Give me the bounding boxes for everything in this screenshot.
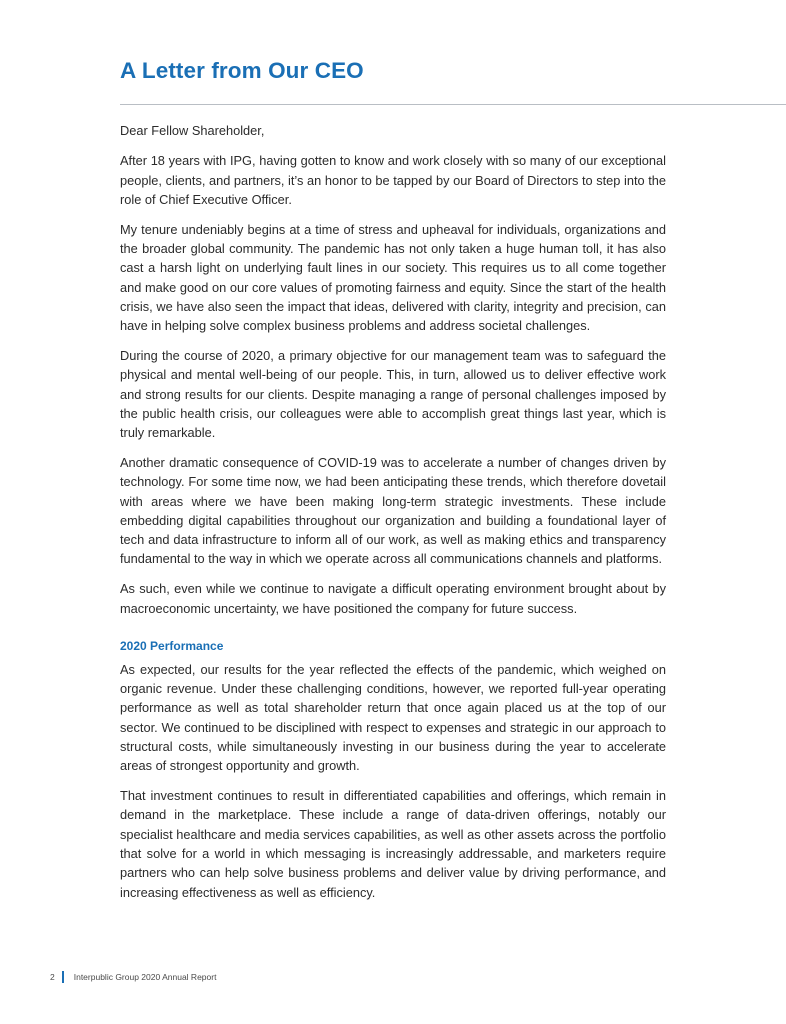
- report-name: Interpublic Group 2020 Annual Report: [73, 972, 217, 982]
- letter-paragraph: As expected, our results for the year reflected the effects of the pandemic, which weighed on organic revenue. Under these challenging conditions, however, we reported full-year operating performance as well as total shareholder return that once again placed us at the top of our sector. We continued to be disciplined with respect to expenses and strategic in our approach to structural costs, while simultaneously investing in our business during the year to accelerate areas of strongest opportunity and growth.: [120, 661, 666, 774]
- letter-paragraph: Another dramatic consequence of COVID-19 was to accelerate a number of changes driven by technology. For some time now, we had been anticipating these trends, which therefore dovetail with areas where we have been making long-term strategic investments. These include embedding digital capabilities throughout our organization and building a foundational layer of tech and data infrastructure to inform all of our work, as well as making ethics and transparency fundamental to the way in which we operate across all communications channels and platforms.: [120, 454, 666, 567]
- page-title: A Letter from Our CEO: [120, 58, 364, 83]
- letter-body: [120, 121, 666, 912]
- letter-paragraph: After 18 years with IPG, having gotten to know and work closely with so many of our exceptional people, clients, and partners, it’s an honor to be tapped by our Board of Directors to step into the role of Chief Executive Officer.: [120, 153, 666, 207]
- page-number: 2: [50, 972, 55, 982]
- letter-paragraph: My tenure undeniably begins at a time of stress and upheaval for individuals, organizations and the broader global community. The pandemic has not only taken a huge human toll, it has also cast a harsh light on underlying fault lines in our society. This requires us to all come together and make good on our core values of promoting fairness and equity. Since the start of the health crisis, we have also seen the impact that ideas, delivered with clarity, integrity and precision, can have in helping solve complex business problems and address societal challenges.: [120, 221, 666, 334]
- title-divider: [120, 104, 786, 105]
- letter-paragraph: During the course of 2020, a primary objective for our management team was to safeguard the physical and mental well-being of our people. This, in turn, allowed us to deliver effective work and strong results for our clients. Despite managing a range of personal challenges imposed by the public health crisis, our colleagues were able to accomplish great things last year, which is truly remarkable.: [120, 347, 666, 441]
- page-footer: [50, 971, 216, 983]
- section-heading-performance: 2020 Performance: [120, 638, 224, 653]
- salutation: Dear Fellow Shareholder,: [120, 123, 265, 138]
- letter-paragraph: As such, even while we continue to navigate a difficult operating environment brought about by macroeconomic uncertainty, we have positioned the company for future success.: [120, 581, 666, 616]
- footer-divider: [62, 971, 64, 983]
- letter-paragraph: That investment continues to result in differentiated capabilities and offerings, which remain in demand in the marketplace. These include a range of data-driven offerings, notably our specialist healthcare and media services capabilities, as well as other assets across the portfolio that solve for a world in which messaging is increasingly addressable, and marketers require partners who can help solve business problems and deliver value by driving performance, and increasing effectiveness as well as efficiency.: [120, 788, 666, 900]
